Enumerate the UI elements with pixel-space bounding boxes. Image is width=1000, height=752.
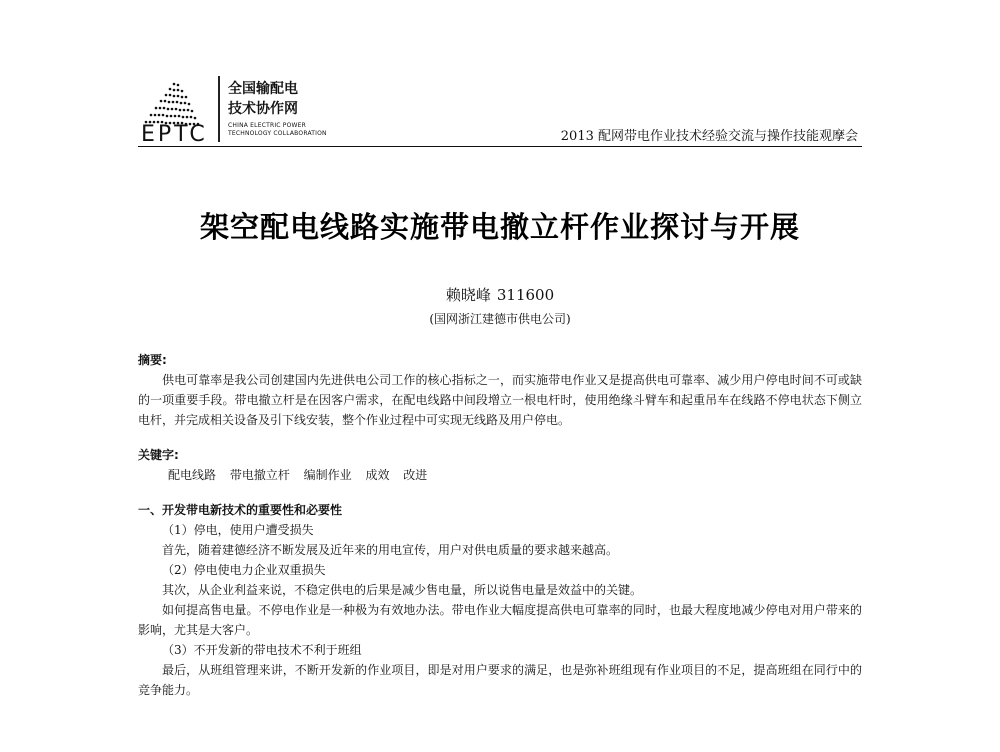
section1-item1: （1）停电，使用户遭受损失 (162, 523, 314, 537)
author-line (0, 284, 1000, 305)
eptc-logo (138, 70, 358, 150)
section1-para3: 如何提高售电量。不停电作业是一种极为有效地办法。带电作业大幅度提高供电可靠率的同时，也最大程度地减少停电对用户带来的影响，尤其是大客户。 (138, 603, 862, 637)
header-rule (138, 146, 862, 147)
logo-cn-line2: 技术协作网 (228, 101, 298, 117)
keywords-text: 配电线路 带电撤立杆 编制作业 成效 改进 (168, 468, 428, 482)
logo-divider (218, 76, 220, 142)
keywords-label: 关键字: (138, 448, 179, 462)
logo-en-line2: TECHNOLOGY COLLABORATION (228, 130, 327, 137)
logo-en-line1: CHINA ELECTRIC POWER (228, 122, 307, 129)
section1-heading: 一、开发带电新技术的重要性和必要性 (138, 503, 343, 517)
abstract-text: 供电可靠率是我公司创建国内先进供电公司工作的核心指标之一，而实施带电作业又是提高供电可靠率、减少用户停电时间不可或缺的一项重要手段。带电撤立杆是在因客户需求，在配电线路中间段增立一根电杆时，使用绝缘斗臂车和起重吊车在线路不停电状态下侧立电杆，并完成相关设备及引下线安装，整个作业过程中可实现无线路及用户停电。 (138, 373, 862, 427)
section1-para1: 首先，随着建德经济不断发展及近年来的用电宣传，用户对供电质量的要求越来越高。 (162, 543, 619, 557)
author-affiliation: (国网浙江建德市供电公司) (429, 312, 571, 326)
section1-item3: （3）不开发新的带电技术不利于班组 (162, 643, 362, 657)
paper-title: 架空配电线路实施带电撤立杆作业探讨与开展 (199, 210, 800, 244)
section1-para4: 最后，从班组管理来讲，不断开发新的作业项目，即是对用户要求的满足，也是弥补班组现有作业项目的不足，提高班组在同行中的竞争能力。 (138, 663, 862, 697)
section1-para2: 其次，从企业利益来说，不稳定供电的后果是减少售电量，所以说售电量是效益中的关键。 (162, 583, 643, 597)
author-name: 赖晓峰 (445, 286, 491, 304)
conference-title: 2013 配网带电作业技术经验交流与操作技能观摩会 (560, 129, 858, 144)
author-postcode: 311600 (496, 286, 555, 304)
abstract-label: 摘要: (138, 353, 167, 367)
logo-cn-line1: 全国输配电 (228, 81, 298, 97)
paper-body (138, 350, 862, 700)
logo-acronym: EPTC (141, 122, 208, 147)
section1-item2: （2）停电使电力企业双重损失 (162, 563, 326, 577)
